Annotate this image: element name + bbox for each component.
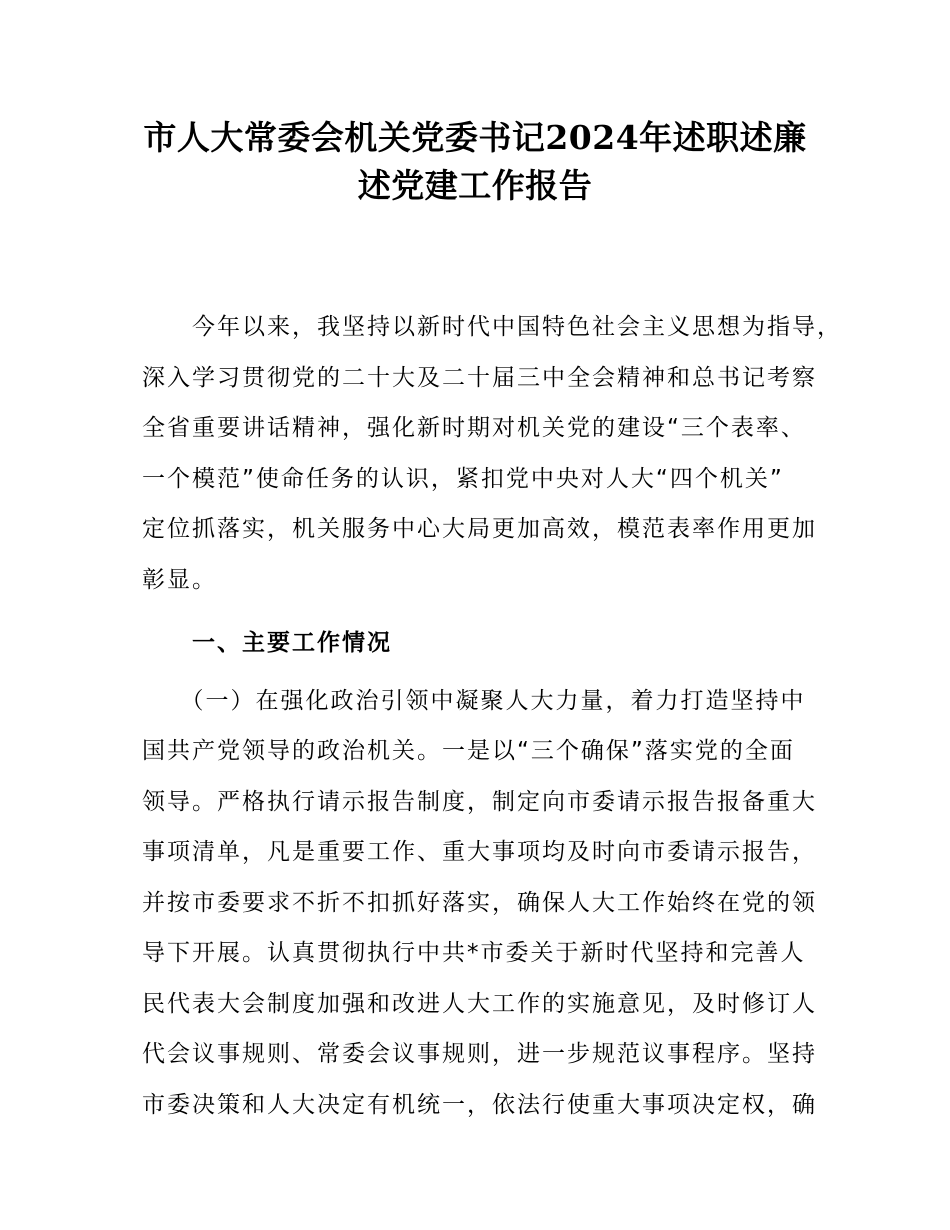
paragraph-gap xyxy=(142,605,814,618)
intro-line-6: 彰显。 xyxy=(142,566,217,593)
section-line-9: 市委决策和人大决定有机统一，依法行使重大事项决定权，确 xyxy=(142,1091,817,1118)
document-body xyxy=(142,302,842,1130)
paragraph-gap xyxy=(142,669,814,676)
intro-line-3: 全省重要讲话精神，强化新时期对机关党的建设“三个表率、 xyxy=(142,415,806,441)
section-line-8: 代会议事规则、常委会议事规则，进一步规范议事程序。坚持 xyxy=(142,1041,817,1067)
intro-line-4: 一个模范”使命任务的认识，紧扣党中央对人大“四个机关” xyxy=(142,465,784,492)
section-line-7: 民代表大会制度加强和改进人大工作的实施意见，及时修订人 xyxy=(142,990,817,1017)
section-line-6: 导下开展。认真贯彻执行中共*市委关于新时代坚持和完善人 xyxy=(142,940,806,966)
title-line-2: 述党建工作报告 xyxy=(357,166,593,205)
section-line-4: 事项清单，凡是重要工作、重大事项均及时向市委请示报告， xyxy=(142,839,817,865)
intro-line-2: 深入学习贯彻党的二十大及二十届三中全会精神和总书记考察 xyxy=(142,364,817,391)
intro-line-5: 定位抓落实，机关服务中心大局更加高效，模范表率作用更加 xyxy=(142,516,817,542)
document-title xyxy=(100,114,850,210)
section-line-2: 国共产党领导的政治机关。一是以“三个确保”落实党的全面 xyxy=(142,738,795,764)
intro-line-1: 今年以来，我坚持以新时代中国特色社会主义思想为指导， xyxy=(142,314,842,340)
section-heading: 一、主要工作情况 xyxy=(142,630,392,656)
section-line-3: 领导。严格执行请示报告制度，制定向市委请示报告报备重大 xyxy=(142,788,817,815)
section-line-5: 并按市委要求不折不扣抓好落实，确保人大工作始终在党的领 xyxy=(142,889,817,916)
section-line-1: （一）在强化政治引领中凝聚人大力量，着力打造坚持中 xyxy=(142,687,806,714)
title-line-1: 市人大常委会机关党委书记2024年述职述廉 xyxy=(143,118,807,157)
